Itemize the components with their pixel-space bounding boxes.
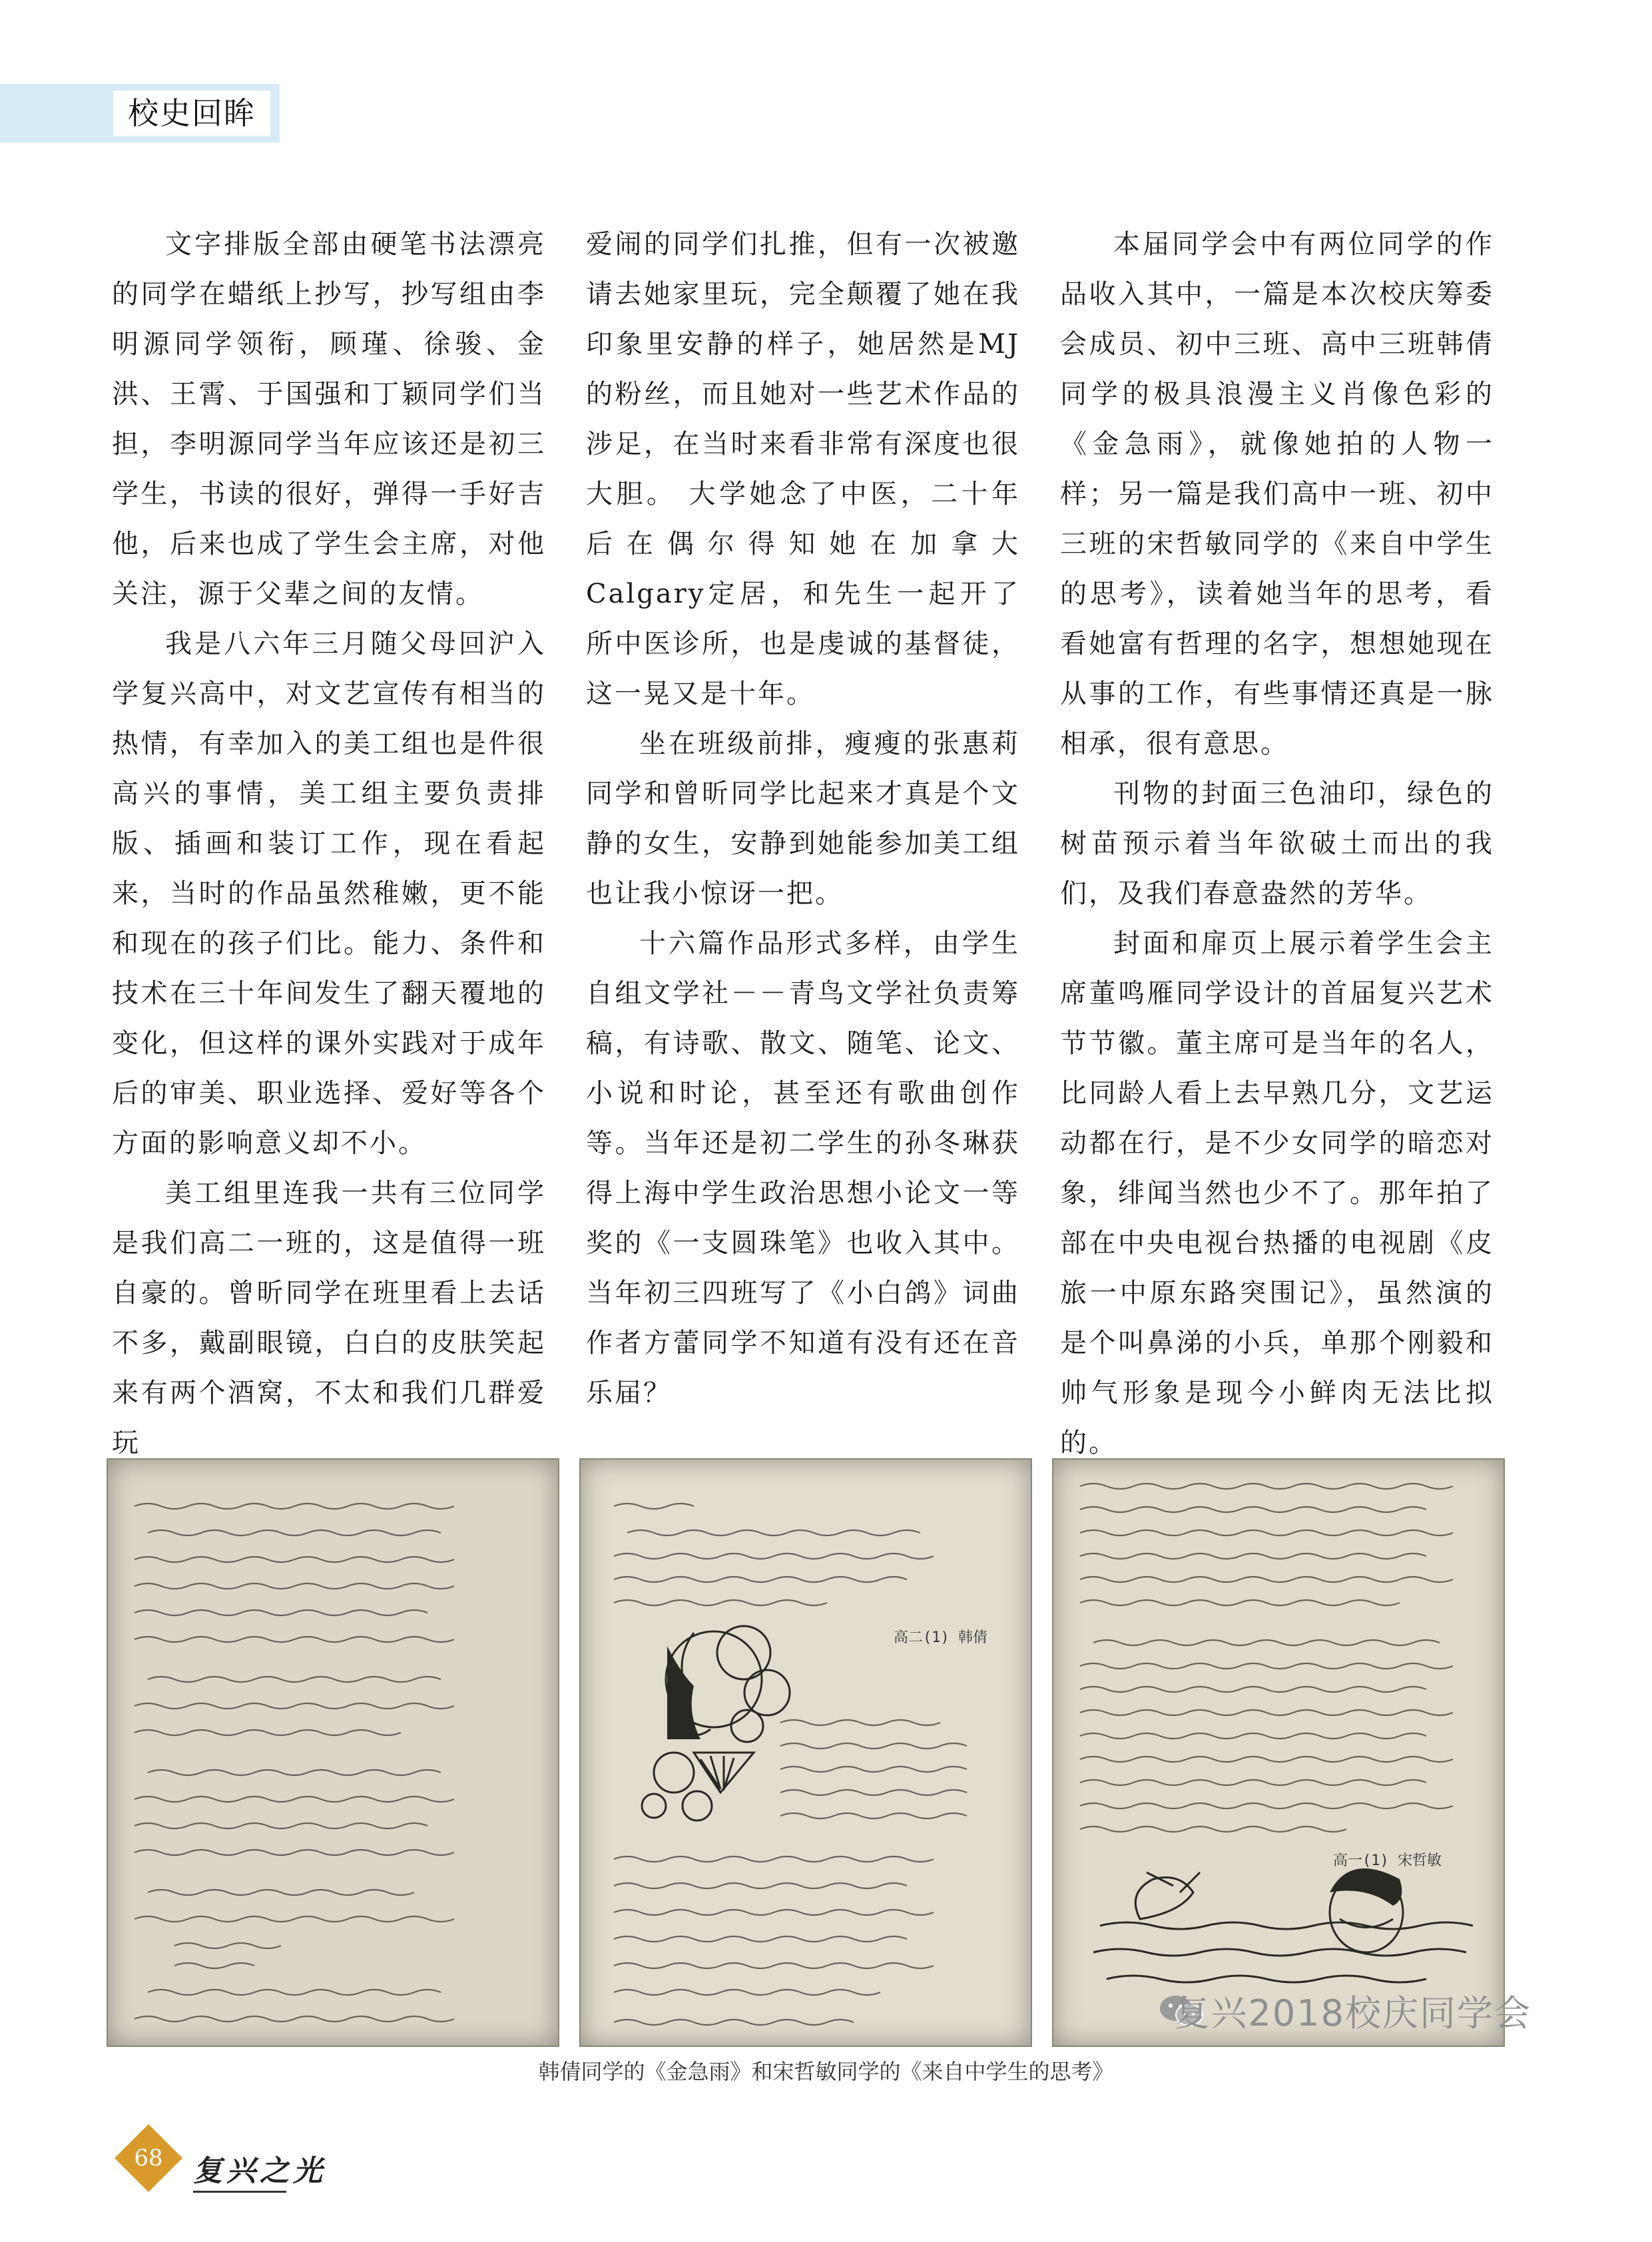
text-column-1 [112,220,546,1468]
text-column-3 [1060,220,1494,1468]
section-title: 校史回眸 [113,91,270,136]
scanned-signature: 高一(1) 宋哲敏 [1333,1852,1442,1869]
scanned-page-left [107,1458,559,2047]
magazine-title: 复兴之光 [193,2154,326,2188]
handwriting-with-illustration-image [581,1460,1031,2046]
paragraph: 我是八六年三月随父母回沪入学复兴高中，对文艺宣传有相当的热情，有幸加入的美工组也是件很高兴的事情，美工组主要负责排版、插画和装订工作，现在看起来，当时的作品虽然稚嫩，更不能和现在的孩子们比。能力、条件和技术在三十年间发生了翻天覆地的变化，但这样的课外实践对于成年后的审美、职业选择、爱好等各个方面的影响意义却不小。 [112,629,546,1159]
scanned-page-middle [579,1458,1032,2047]
paragraph: 十六篇作品形式多样，由学生自组文学社－－青鸟文学社负责筹稿，有诗歌、散文、随笔、论文、小说和时论，甚至还有歌曲创作等。当年还是初二学生的孙冬琳获得上海中学生政治思想小论文一等奖的《一支圆珠笔》也收入其中。当年初三四班写了《小白鸽》词曲作者方蕾同学不知道有没有还在音乐届？ [586,928,1020,1408]
scanned-signature: 高二(1) 韩倩 [894,1629,987,1646]
paragraph: 刊物的封面三色油印，绿色的树苗预示着当年欲破土而出的我们，及我们春意盎然的芳华。 [1060,778,1494,909]
page-number-badge [112,2121,185,2195]
paragraph: 爱闹的同学们扎推，但有一次被邀请去她家里玩，完全颠覆了她在我印象里安静的样子，她居然是MJ的粉丝，而且她对一些艺术作品的涉足，在当时来看非常有深度也很大胆。 大学她念了中医，二十年后在偶尔得知她在加拿大Calgary定居，和先生一起开了所中医诊所，也是虔诚的基督徒， 这一晃又是十年。 [586,229,1020,709]
paragraph: 封面和扉页上展示着学生会主席董鸣雁同学设计的首届复兴艺术节节徽。董主席可是当年的名人，比同龄人看上去早熟几分，文艺运动都在行，是不少女同学的暗恋对象，绯闻当然也少不了。那年拍了部在中央电视台热播的电视剧《皮旅一中原东路突围记》，虽然演的是个叫鼻涕的小兵，单那个刚毅和帅气形象是现今小鲜肉无法比拟的。 [1060,928,1494,1458]
page-number: 68 [134,2145,163,2171]
scanned-pages-figure [107,1458,1551,2044]
scanned-page-right [1052,1458,1505,2047]
footer-rule [193,2191,286,2193]
paragraph: 本届同学会中有两位同学的作品收入其中，一篇是本次校庆筹委会成员、初中三班、高中三班韩倩同学的极具浪漫主义肖像色彩的《金急雨》，就像她拍的人物一样；另一篇是我们高中一班、初中三班的宋哲敏同学的《来自中学生的思考》，读着她当年的思考，看看她富有哲理的名字，想想她现在从事的工作，有些事情还真是一脉相承，很有意思。 [1060,229,1494,759]
paragraph: 文字排版全部由硬笔书法漂亮的同学在蜡纸上抄写，抄写组由李明源同学领衔，顾瑾、徐骏、金洪、王霄、于国强和丁颖同学们当担，李明源同学当年应该还是初三学生，书读的很好，弹得一手好吉他，后来也成了学生会主席，对他关注，源于父辈之间的友情。 [112,229,546,609]
handwriting-with-drawing-image [1053,1460,1504,2046]
paragraph: 坐在班级前排，瘦瘦的张惠莉同学和曾昕同学比起来才真是个文静的女生，安静到她能参加美工组也让我小惊讶一把。 [586,728,1020,909]
text-column-2 [586,220,1020,1418]
figure-caption: 韩倩同学的《金急雨》和宋哲敏同学的《来自中学生的思考》 [538,2059,1114,2084]
paragraph: 美工组里连我一共有三位同学是我们高二一班的，这是值得一班自豪的。曾昕同学在班里看上去话不多，戴副眼镜，白白的皮肤笑起来有两个酒窝，不太和我们几群爱玩 [112,1178,546,1458]
watermark-text: 复兴2018校庆同学会 [1173,1992,1531,2034]
handwriting-scribble-image [108,1460,558,2046]
